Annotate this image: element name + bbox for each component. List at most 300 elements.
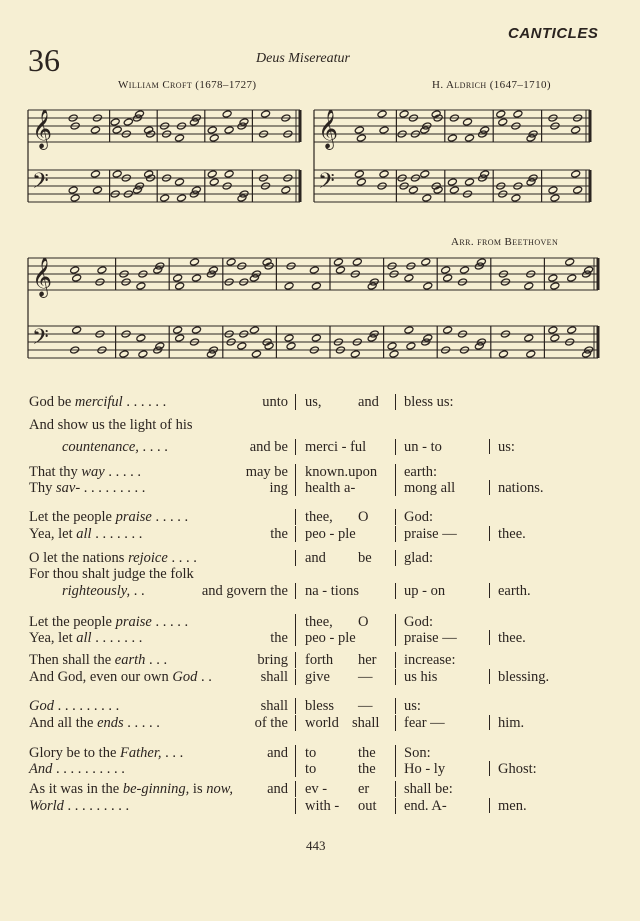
pointing-bar: [489, 439, 490, 454]
treble-clef-icon: 𝄞: [318, 109, 339, 149]
treble-clef-icon: 𝄞: [32, 257, 53, 297]
verse-recite-end: and: [267, 745, 288, 761]
note-head: [567, 274, 577, 282]
note-head: [136, 282, 146, 290]
verse-segment: And show us the light of his: [29, 417, 193, 433]
verse-line: [62, 439, 168, 456]
note-head: [281, 186, 291, 194]
verse-line: [29, 394, 166, 411]
note-head: [175, 178, 185, 186]
verse-chant-d: shall be:: [404, 781, 453, 797]
note-head: [463, 118, 473, 126]
verse-recite-end: ing: [269, 480, 288, 496]
note-head: [573, 186, 583, 194]
verse-segment: . . . . . . . . .: [53, 698, 120, 714]
note-head: [548, 186, 558, 194]
verse-chant-e: thee.: [498, 630, 526, 646]
note-head: [423, 282, 433, 290]
verse-chant-c: shall: [352, 715, 380, 731]
note-head: [249, 274, 259, 282]
verse-chant-e: earth.: [498, 583, 531, 599]
note-head: [264, 342, 274, 350]
pointing-bar: [295, 526, 296, 542]
pointing-bar: [295, 394, 296, 410]
note-head: [237, 342, 247, 350]
verse-chant-d: glad:: [404, 550, 433, 566]
verse-chant-d: Ho - ly: [404, 761, 446, 777]
note-head: [476, 258, 486, 266]
pointing-bar: [395, 669, 396, 685]
note-head: [222, 110, 232, 118]
pointing-bar: [295, 798, 296, 814]
verse-chant-e: us:: [498, 439, 515, 455]
note-head: [367, 334, 377, 342]
hymn-number: 36: [28, 42, 60, 78]
verse-segment: . . . . .: [123, 715, 160, 731]
verse-chant-b: known.upon: [305, 464, 378, 480]
verse-segment: God be: [29, 394, 75, 410]
verse-segment: . . . . . . .: [91, 630, 143, 646]
verse-segment: . . . . . . .: [91, 526, 143, 542]
verse-segment: Then shall the: [29, 652, 115, 668]
verse-segment: And: [29, 761, 53, 777]
note-head: [284, 282, 294, 290]
verse-line: [29, 669, 212, 686]
verse-chant-c: out: [358, 798, 377, 814]
note-head: [356, 134, 366, 142]
verse-segment: World: [29, 798, 64, 814]
note-head: [480, 170, 490, 178]
verse-segment: sav-: [55, 480, 81, 496]
note-head: [404, 326, 414, 334]
verse-chant-c: the: [358, 761, 376, 777]
section-header: CANTICLES: [508, 25, 599, 42]
verse-chant-d: God:: [404, 509, 433, 525]
verse-segment: Glory be to the: [29, 745, 121, 761]
note-head: [377, 110, 387, 118]
verse-chant-c: O: [358, 509, 369, 525]
note-head: [408, 186, 418, 194]
verse-line: [29, 630, 142, 647]
pointing-bar: [295, 583, 296, 599]
verse-chant-c: the: [358, 745, 376, 761]
verse-segment: And all the: [29, 715, 98, 731]
verse-segment: . . . . .: [104, 464, 141, 480]
verse-line: [29, 550, 197, 567]
verse-chant-e: thee.: [498, 526, 526, 542]
verse-segment: is: [189, 781, 207, 797]
verse-recite-end: the: [270, 630, 288, 646]
note-head: [465, 134, 475, 142]
verse-line: [62, 583, 145, 600]
verse-segment: merciful: [74, 394, 123, 410]
pointing-bar: [395, 630, 396, 646]
verse-chant-e: men.: [498, 798, 527, 814]
pointing-bar: [295, 439, 296, 455]
note-head: [209, 178, 219, 186]
verse-segment: For thou shalt judge the folk: [29, 566, 194, 582]
verse-chant-b: peo - ple: [305, 630, 356, 646]
note-head: [112, 126, 122, 134]
verse-segment: countenance,: [62, 439, 139, 455]
pointing-bar: [395, 583, 396, 599]
pointing-bar: [489, 761, 490, 776]
verse-line: [29, 417, 193, 434]
verse-line: [29, 781, 233, 798]
verse-recite-end: bring: [257, 652, 288, 668]
note-head: [399, 110, 409, 118]
verse-segment: Father,: [120, 745, 162, 761]
note-head: [90, 126, 100, 134]
note-head: [309, 266, 319, 274]
verse-segment: . . . . .: [151, 509, 189, 525]
verse-segment: rejoice: [128, 550, 168, 566]
verse-line: [29, 526, 142, 543]
note-head: [333, 258, 343, 266]
verse-segment: That thy: [29, 464, 82, 480]
note-head: [175, 134, 185, 142]
verse-segment: O let the nations: [29, 550, 129, 566]
pointing-bar: [395, 652, 396, 668]
note-head: [207, 170, 217, 178]
verse-line: [29, 652, 167, 669]
pointing-bar: [295, 480, 296, 496]
note-head: [526, 134, 536, 142]
verse-recite-end: unto: [262, 394, 288, 410]
verse-chant-d: us his: [404, 669, 438, 685]
pointing-bar: [489, 583, 490, 598]
pointing-bar: [395, 745, 396, 761]
pointing-bar: [295, 509, 296, 525]
note-head: [367, 282, 377, 290]
pointing-bar: [395, 439, 396, 455]
note-head: [249, 326, 259, 334]
note-head: [571, 170, 581, 178]
note-head: [548, 326, 558, 334]
pointing-bar: [395, 698, 396, 714]
verse-chant-d: up - on: [404, 583, 446, 599]
verse-segment: . . . . . . . . .: [80, 480, 146, 496]
verse-segment: now,: [206, 781, 233, 797]
verse-chant-d: God:: [404, 614, 433, 630]
note-head: [449, 186, 459, 194]
note-head: [423, 334, 433, 342]
verse-chant-d: fear —: [404, 715, 445, 731]
verse-line: [29, 761, 125, 778]
note-head: [207, 126, 217, 134]
verse-segment: Thy: [29, 480, 56, 496]
verse-chant-e: blessing.: [498, 669, 550, 685]
verse-segment: . . .: [145, 652, 168, 668]
pointing-bar: [395, 781, 396, 797]
note-head: [498, 118, 508, 126]
note-head: [226, 258, 236, 266]
note-head: [524, 282, 534, 290]
verse-segment: praise: [115, 614, 152, 630]
verse-segment: be-ginning,: [122, 781, 190, 797]
verse-chant-c: —: [358, 669, 373, 685]
composer-right: H. Aldrich (1647–1710): [432, 79, 551, 91]
note-head: [251, 350, 261, 358]
note-head: [123, 118, 133, 126]
note-head: [175, 282, 185, 290]
verse-segment: . . . . . . . . . .: [52, 761, 125, 777]
verse-chant-e: him.: [498, 715, 525, 731]
note-head: [350, 350, 360, 358]
verse-line: [29, 745, 183, 762]
verse-chant-c: er: [358, 781, 370, 797]
note-head: [262, 258, 272, 266]
note-head: [153, 266, 163, 274]
verse-chant-d: bless us:: [404, 394, 454, 410]
bass-clef-icon: 𝄢: [318, 169, 335, 199]
verse-line: [29, 566, 194, 583]
note-head: [422, 194, 432, 202]
verse-segment: . . . . . . . . .: [63, 798, 130, 814]
verse-segment: . . . . . .: [122, 394, 167, 410]
verse-line: [29, 798, 129, 815]
hymn-title: Deus Misereatur: [256, 51, 350, 66]
verse-segment: . . . .: [167, 550, 197, 566]
note-head: [144, 126, 154, 134]
verse-chant-b: to: [305, 745, 317, 761]
note-head: [311, 334, 321, 342]
note-head: [286, 342, 296, 350]
verse-chant-d: mong all: [404, 480, 456, 496]
pointing-bar: [395, 526, 396, 542]
verse-chant-d: increase:: [404, 652, 456, 668]
pointing-bar: [489, 669, 490, 684]
note-head: [526, 350, 536, 358]
note-head: [447, 178, 457, 186]
verse-chant-d: Son:: [404, 745, 431, 761]
verse-chant-d: praise —: [404, 630, 457, 646]
note-head: [68, 186, 78, 194]
pointing-bar: [295, 761, 296, 777]
verse-chant-b: give: [305, 669, 330, 685]
bass-clef-icon: 𝄢: [32, 169, 49, 199]
note-head: [433, 186, 443, 194]
verse-line: [29, 715, 160, 732]
note-head: [513, 110, 523, 118]
note-head: [420, 126, 430, 134]
note-head: [191, 186, 201, 194]
pointing-bar: [489, 798, 490, 813]
verse-line: [29, 509, 188, 526]
note-head: [443, 326, 453, 334]
note-head: [173, 274, 183, 282]
verse-recite-end: and govern the: [201, 583, 288, 599]
verse-chant-d: earth:: [404, 464, 438, 480]
pointing-bar: [295, 464, 296, 480]
note-head: [460, 266, 470, 274]
note-head: [420, 170, 430, 178]
verse-chant-b: to: [305, 761, 317, 777]
note-head: [431, 110, 441, 118]
verse-segment: . .: [197, 669, 212, 685]
note-head: [72, 326, 82, 334]
note-head: [144, 170, 154, 178]
verse-chant-e: Ghost:: [498, 761, 537, 777]
pointing-bar: [395, 550, 396, 566]
note-head: [335, 266, 345, 274]
pointing-bar: [295, 630, 296, 646]
note-head: [239, 118, 249, 126]
note-head: [173, 326, 183, 334]
verse-chant-b: with -: [305, 798, 340, 814]
verse-segment: . .: [130, 583, 145, 599]
note-head: [447, 134, 457, 142]
verse-chant-b: us,: [305, 394, 322, 410]
note-head: [474, 342, 484, 350]
pointing-bar: [395, 798, 396, 814]
note-head: [175, 334, 185, 342]
pointing-bar: [489, 526, 490, 541]
note-head: [498, 350, 508, 358]
note-head: [208, 266, 218, 274]
verse-chant-c: be: [358, 550, 372, 566]
note-head: [387, 342, 397, 350]
note-head: [112, 170, 122, 178]
verse-chant-c: her: [358, 652, 377, 668]
note-head: [421, 258, 431, 266]
verse-chant-b: merci - ful: [305, 439, 367, 455]
verse-line: [29, 698, 119, 715]
pointing-bar: [295, 715, 296, 731]
pointing-bar: [395, 509, 396, 525]
note-head: [192, 326, 202, 334]
note-head: [443, 274, 453, 282]
note-head: [548, 274, 558, 282]
note-head: [110, 118, 120, 126]
note-head: [354, 170, 364, 178]
verse-segment: ends: [97, 715, 124, 731]
note-head: [379, 126, 389, 134]
verse-segment: . . . .: [138, 439, 168, 455]
note-head: [70, 194, 80, 202]
note-head: [160, 194, 170, 202]
verse-recite-end: and be: [249, 439, 288, 455]
verse-chant-b: health a-: [305, 480, 356, 496]
pointing-bar: [395, 761, 396, 777]
verse-segment: Let the people: [29, 509, 116, 525]
verse-line: [29, 480, 145, 497]
arranger-credit: Arr. from Beethoven: [451, 236, 559, 248]
verse-chant-b: peo - ple: [305, 526, 356, 542]
note-head: [550, 194, 560, 202]
verse-segment: As it was in the: [29, 781, 123, 797]
note-head: [134, 110, 144, 118]
music-notation: [0, 0, 640, 380]
pointing-bar: [295, 781, 296, 797]
verse-chant-d: end. A-: [404, 798, 447, 814]
note-head: [441, 266, 451, 274]
note-head: [465, 178, 475, 186]
note-head: [177, 194, 187, 202]
verse-chant-c: and: [358, 394, 379, 410]
note-head: [550, 282, 560, 290]
verse-chant-c: —: [358, 698, 373, 714]
verse-chant-c: O: [358, 614, 369, 630]
note-head: [567, 326, 577, 334]
note-head: [189, 118, 199, 126]
verse-chant-b: bless: [305, 698, 334, 714]
note-head: [70, 266, 80, 274]
note-head: [404, 274, 414, 282]
note-head: [192, 274, 202, 282]
note-head: [496, 110, 506, 118]
pointing-bar: [295, 669, 296, 685]
note-head: [524, 334, 534, 342]
pointing-bar: [395, 715, 396, 731]
pointing-bar: [395, 464, 396, 480]
note-head: [97, 266, 107, 274]
pointing-bar: [295, 550, 296, 566]
verse-recite-end: of the: [254, 715, 288, 731]
note-head: [352, 258, 362, 266]
verse-recite-end: may be: [245, 464, 288, 480]
verse-recite-end: shall: [260, 698, 288, 714]
note-head: [155, 342, 165, 350]
note-head: [119, 350, 129, 358]
note-head: [90, 170, 100, 178]
verse-chant-d: un - to: [404, 439, 442, 455]
note-head: [571, 126, 581, 134]
note-head: [138, 350, 148, 358]
verse-segment: God: [29, 698, 54, 714]
verse-chant-b: thee,: [305, 509, 333, 525]
note-head: [136, 334, 146, 342]
pointing-bar: [295, 745, 296, 761]
note-head: [190, 258, 200, 266]
verse-chant-b: forth: [305, 652, 334, 668]
note-head: [406, 342, 416, 350]
note-head: [132, 186, 142, 194]
note-head: [389, 350, 399, 358]
note-head: [92, 186, 102, 194]
verse-segment: praise: [115, 509, 152, 525]
composer-left: William Croft (1678–1727): [118, 79, 257, 91]
verse-segment: Yea, let: [29, 526, 77, 542]
note-head: [526, 178, 536, 186]
pointing-bar: [295, 652, 296, 668]
note-head: [582, 350, 592, 358]
note-head: [72, 274, 82, 282]
verse-chant-e: nations.: [498, 480, 544, 496]
verse-chant-b: world: [305, 715, 339, 731]
verse-segment: And God, even our own: [29, 669, 173, 685]
verse-segment: all: [76, 526, 92, 542]
verse-chant-b: na - tions: [305, 583, 359, 599]
note-head: [511, 194, 521, 202]
treble-clef-icon: 𝄞: [32, 109, 53, 149]
verse-segment: righteously,: [62, 583, 131, 599]
page-number: 443: [306, 838, 326, 853]
note-head: [206, 350, 216, 358]
verse-chant-d: us:: [404, 698, 421, 714]
note-head: [261, 110, 271, 118]
verse-segment: way: [81, 464, 105, 480]
verse-chant-d: praise —: [404, 526, 457, 542]
verse-chant-b: ev -: [305, 781, 328, 797]
pointing-bar: [489, 715, 490, 730]
verse-chant-b: thee,: [305, 614, 333, 630]
pointing-bar: [295, 698, 296, 714]
verse-recite-end: and: [267, 781, 288, 797]
verse-segment: God: [172, 669, 198, 685]
pointing-bar: [489, 480, 490, 495]
note-head: [584, 266, 594, 274]
